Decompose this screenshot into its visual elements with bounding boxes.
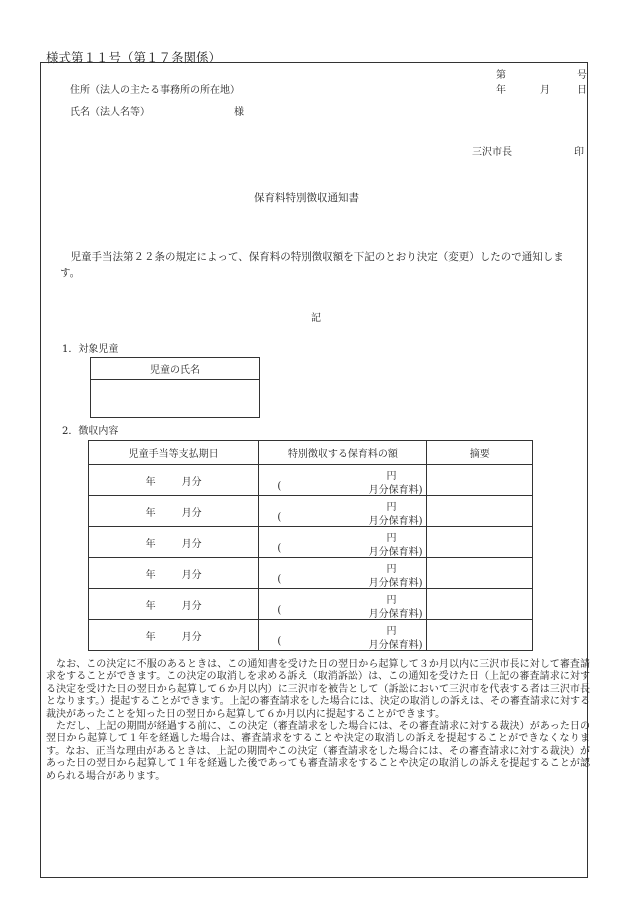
table-row xyxy=(89,527,533,558)
section1-heading: 1．対象児童 xyxy=(62,344,119,355)
notice xyxy=(46,659,590,783)
table-row xyxy=(89,589,533,620)
row-paren: ( xyxy=(277,605,282,616)
collection-table xyxy=(88,440,533,651)
row-remarks xyxy=(427,589,533,620)
table-row xyxy=(89,558,533,589)
row-year: 年 xyxy=(145,600,156,612)
row-year: 年 xyxy=(145,538,156,550)
row-remarks xyxy=(427,527,533,558)
seal: 印 xyxy=(574,147,584,158)
honorific: 様 xyxy=(234,107,244,118)
row-year: 年 xyxy=(145,569,156,581)
row-remarks xyxy=(427,496,533,527)
row-month-fee: 月分保育料) xyxy=(368,609,423,620)
table-row xyxy=(89,620,533,651)
name-label: 氏名（法人名等） xyxy=(70,107,150,118)
row-month: 月分 xyxy=(181,631,202,643)
child-name-header: 児童の氏名 xyxy=(91,358,260,380)
ki-label: 記 xyxy=(311,313,321,324)
address-label: 住所（法人の主たる事務所の所在地） xyxy=(70,85,240,96)
number-label: 第 xyxy=(496,70,506,81)
row-month: 月分 xyxy=(181,538,202,550)
row-month-fee: 月分保育料) xyxy=(368,516,423,527)
row-paren: ( xyxy=(277,481,282,492)
row-paren: ( xyxy=(277,574,282,585)
section2-heading: 2．徴収内容 xyxy=(62,426,119,437)
row-month: 月分 xyxy=(181,600,202,612)
row-year: 年 xyxy=(145,507,156,519)
row-year: 年 xyxy=(145,631,156,643)
row-remarks xyxy=(427,465,533,496)
row-yen: 円 xyxy=(386,595,397,606)
notice-paragraph-1: なお、この決定に不服のあるときは、この通知書を受けた日の翌日から起算して３か月以内に三沢市長に対して審査請求をすることができます。この決定の取消しを求める訴え（取消訴訟）は、この通知を受けた日（上記の審査請求に対する決定を受けた日の翌日から起算して６か月以内）に三沢市を被告として（訴訟において三沢市を代表する者は三沢市長となります。）提起することができます。上記の審査請求をした場合には、決定の取消しの訴えは、その審査請求に対する裁決があったことを知った日の翌日から起算して６か月以内に提起することができます。 xyxy=(46,659,590,720)
col-fee-amount: 特別徴収する保育料の額 xyxy=(259,441,427,465)
row-month: 月分 xyxy=(181,476,202,488)
row-month-fee: 月分保育料) xyxy=(368,578,423,589)
date-year: 年 xyxy=(496,85,506,96)
row-yen: 円 xyxy=(386,626,397,637)
document-title: 保育料特別徴収通知書 xyxy=(254,192,359,204)
row-month-fee: 月分保育料) xyxy=(368,640,423,651)
row-yen: 円 xyxy=(386,471,397,482)
col-remarks: 摘要 xyxy=(427,441,533,465)
row-paren: ( xyxy=(277,543,282,554)
row-month: 月分 xyxy=(181,569,202,581)
row-month-fee: 月分保育料) xyxy=(368,485,423,496)
row-month-fee: 月分保育料) xyxy=(368,547,423,558)
body-text: 児童手当法第２２条の規定によって、保育料の特別徴収額を下記のとおり決定（変更）したので通知します。 xyxy=(60,251,564,279)
row-remarks xyxy=(427,620,533,651)
notice-paragraph-2: ただし、上記の期間が経過する前に、この決定（審査請求をした場合には、その審査請求に対する裁決）があった日の翌日から起算して１年を経過した場合は、審査請求をすることや決定の取消しの訴えを提起することができなくなります。なお、正当な理由があるときは、上記の期間やこの決定（審査請求をした場合には、その審査請求に対する裁決）があった日の翌日から起算して１年を経過した後であっても審査請求をすることや決定の取消しの訴えを提起することが認められる場合があります。 xyxy=(46,721,590,782)
row-paren: ( xyxy=(277,512,282,523)
row-remarks xyxy=(427,558,533,589)
row-year: 年 xyxy=(145,476,156,488)
table-row xyxy=(89,496,533,527)
date-month: 月 xyxy=(540,85,550,96)
row-paren: ( xyxy=(277,636,282,647)
date-day: 日 xyxy=(577,85,587,96)
table-row xyxy=(89,465,533,496)
row-month: 月分 xyxy=(181,507,202,519)
number-suffix: 号 xyxy=(577,70,587,81)
row-yen: 円 xyxy=(386,564,397,575)
form-number: 様式第１１号（第１７条関係） xyxy=(46,50,222,65)
row-yen: 円 xyxy=(386,533,397,544)
child-table xyxy=(90,357,260,418)
col-payment-date: 児童手当等支払期日 xyxy=(89,441,259,465)
issuer: 三沢市長 xyxy=(472,147,512,158)
child-name-cell xyxy=(91,380,260,418)
row-yen: 円 xyxy=(386,502,397,513)
